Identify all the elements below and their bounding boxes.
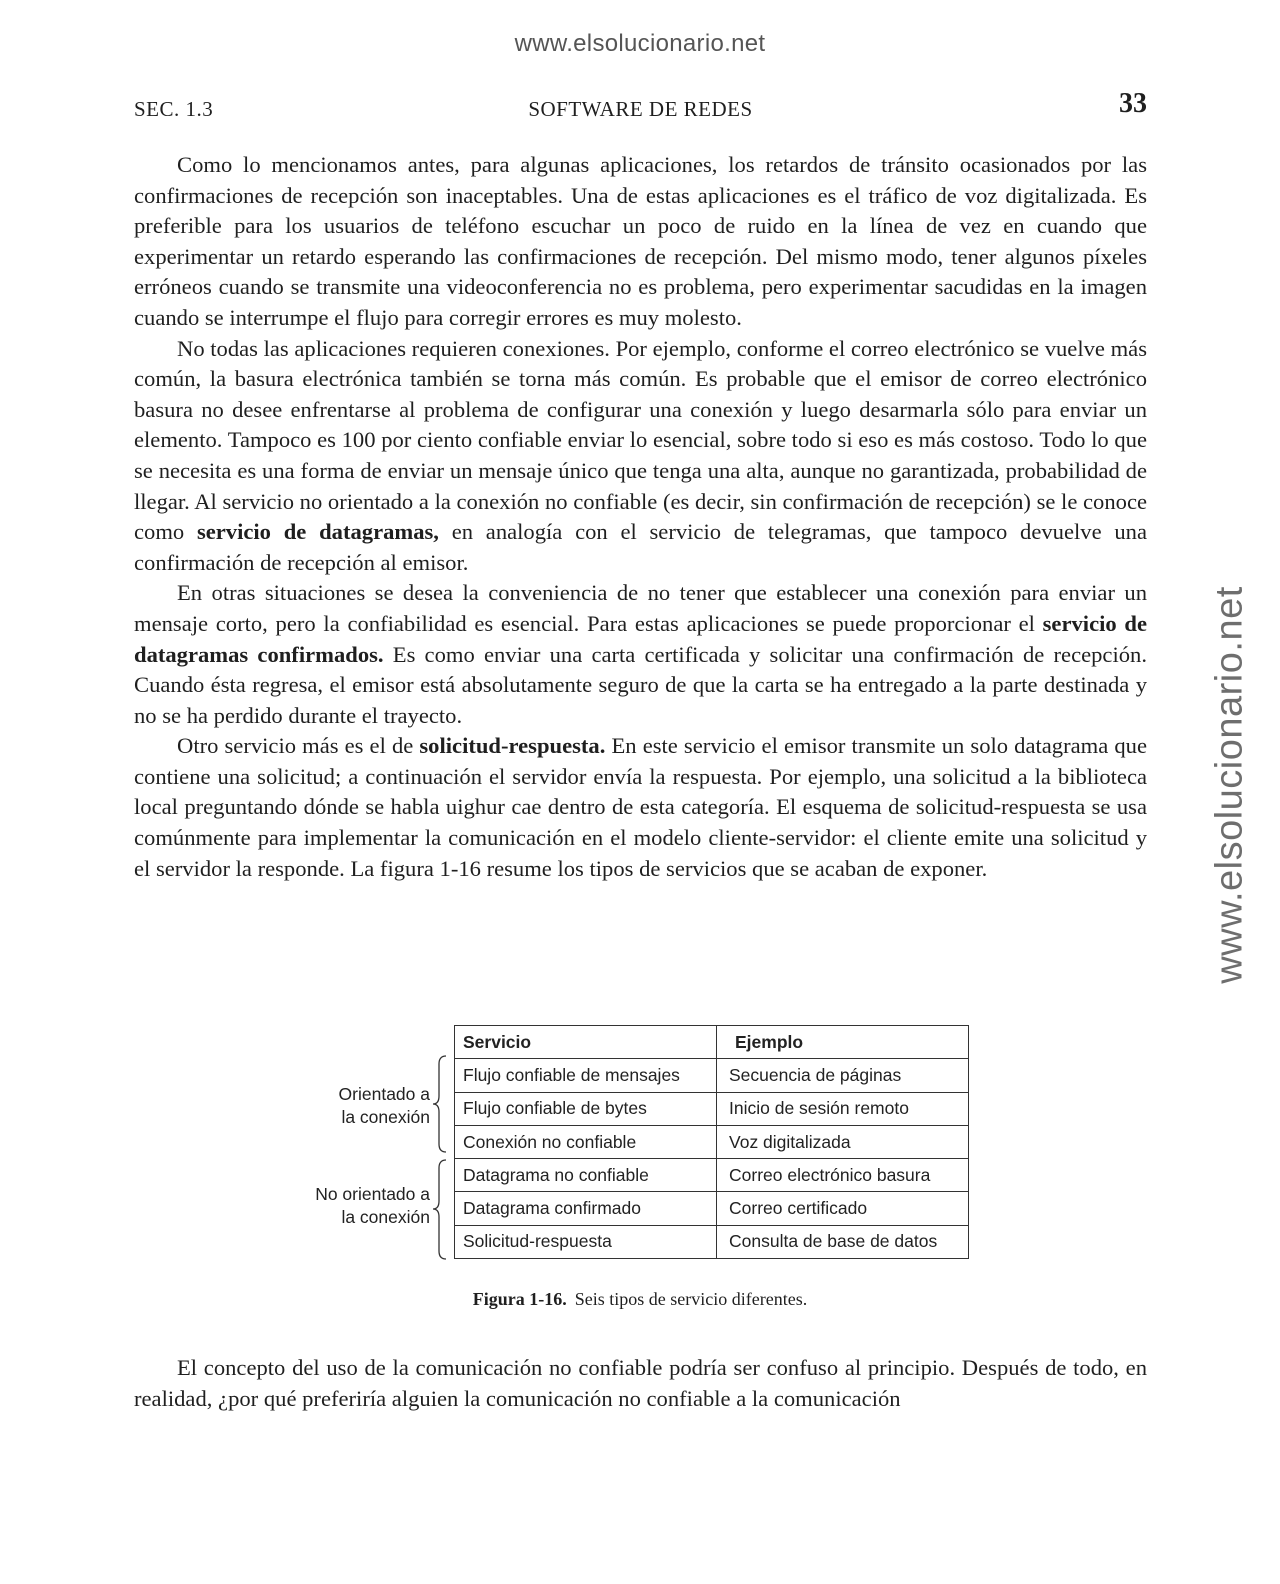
group-label-connectionless-line2: la conexión	[341, 1207, 430, 1227]
figure-1-16	[295, 1025, 975, 1265]
figure-caption-text: Seis tipos de servicio diferentes.	[574, 1289, 808, 1309]
paragraph-3-text-b: Es como enviar una carta certificada y solicitar una confirmación de recepción. Cuando ésta regresa, el emisor está absolutamente seguro de que la carta se ha entregado a la parte destinada y no se ha perdido durante el trayecto.	[134, 641, 1147, 728]
table-row	[455, 1159, 969, 1192]
column-header-example: Ejemplo	[717, 1026, 969, 1059]
service-cell: Flujo confiable de mensajes	[455, 1059, 717, 1092]
term-acknowledged-datagram-service: servicio de datagramas confirmados.	[134, 610, 1147, 667]
brace-connectionless	[432, 1159, 448, 1260]
service-cell: Datagrama confirmado	[455, 1192, 717, 1225]
paragraph-2-text-b: en analogía con el servicio de telegramas, que tampoco devuelve una confirmación de recepción al emisor.	[134, 519, 1147, 575]
service-cell: Conexión no confiable	[455, 1125, 717, 1158]
service-types-table	[454, 1025, 969, 1259]
example-cell: Voz digitalizada	[717, 1125, 969, 1158]
term-request-reply: solicitud-respuesta.	[419, 733, 606, 759]
running-head	[134, 88, 1147, 128]
example-cell: Correo certificado	[717, 1192, 969, 1225]
paragraph-3-text-a: En otras situaciones se desea la conveniencia de no tener que establecer una conexión para enviar un mensaje corto, pero la confiabilidad es esencial. Para estas aplicaciones se puede proporcionar el	[134, 580, 1147, 636]
paragraph-1: Como lo mencionamos antes, para algunas aplicaciones, los retardos de tránsito ocasionados por las confirmaciones de recepción son inaceptables. Una de estas aplicaciones es el tráfico de voz digitalizada. Es preferible para los usuarios de teléfono escuchar un poco de ruido en la línea de vez en cuando que experimentar un retardo esperando las confirmaciones de recepción. Del mismo modo, tener algunos píxeles erróneos cuando se transmite una videoconferencia no es problema, pero experimentar sacudidas en la imagen cuando se interrumpe el flujo para corregir errores es muy molesto.	[134, 152, 1147, 330]
service-cell: Solicitud-respuesta	[455, 1225, 717, 1258]
example-cell: Secuencia de páginas	[717, 1059, 969, 1092]
table-row	[455, 1092, 969, 1125]
paragraph-3	[134, 578, 1147, 731]
table-row	[455, 1059, 969, 1092]
page-number: 33	[1119, 88, 1147, 119]
term-datagram-service: servicio de datagramas,	[196, 519, 439, 545]
column-header-service: Servicio	[455, 1026, 717, 1059]
watermark-top: www.elsolucionario.net	[514, 30, 766, 57]
section-number: SEC. 1.3	[134, 97, 214, 121]
body-text	[134, 150, 1147, 884]
group-label-connectionless	[315, 1183, 430, 1229]
paragraph-2-text-a: No todas las aplicaciones requieren conexiones. Por ejemplo, conforme el correo electrónico se vuelve más común, la basura electrónica también se torna más común. Es probable que el emisor de correo electrónico basura no desee enfrentarse al problema de configurar una conexión y luego desarmarla sólo para enviar un elemento. Tampoco es 100 por ciento confiable enviar lo esencial, sobre todo si eso es más costoso. Todo lo que se necesita es una forma de enviar un mensaje único que tenga una alta, aunque no garantizada, probabilidad de llegar. Al servicio no orientado a la conexión no confiable (es decir, sin confirmación de recepción) se le conoce como	[134, 335, 1147, 545]
chapter-section-title: SOFTWARE DE REDES	[528, 97, 753, 121]
body-text-continued	[134, 1353, 1147, 1414]
group-label-connectionless-line1: No orientado a	[315, 1184, 430, 1204]
paragraph-5: El concepto del uso de la comunicación no confiable podría ser confuso al principio. Después de todo, en realidad, ¿por qué preferiría alguien la comunicación no confiable a la comunicación	[134, 1355, 1147, 1411]
paragraph-4-text-b: En este servicio el emisor transmite un solo datagrama que contiene una solicitud; a continuación el servidor envía la respuesta. Por ejemplo, una solicitud a la biblioteca local preguntando dónde se habla uighur cae dentro de esta categoría. El esquema de solicitud-respuesta se usa comúnmente para implementar la comunicación en el modelo cliente-servidor: el cliente emite una solicitud y el servidor la responde. La figura 1-16 resume los tipos de servicios que se acaban de exponer.	[134, 733, 1147, 881]
group-label-connection-oriented	[339, 1083, 430, 1129]
table-row	[455, 1192, 969, 1225]
figure-caption	[0, 1289, 1280, 1310]
paragraph-2	[134, 334, 1147, 579]
service-cell: Datagrama no confiable	[455, 1159, 717, 1192]
table-row	[455, 1225, 969, 1258]
watermark-side: www.elsolucionario.net	[1208, 586, 1251, 984]
example-cell: Inicio de sesión remoto	[717, 1092, 969, 1125]
group-label-connection-oriented-line2: la conexión	[341, 1107, 430, 1127]
example-cell: Correo electrónico basura	[717, 1159, 969, 1192]
service-cell: Flujo confiable de bytes	[455, 1092, 717, 1125]
table-header-row	[455, 1026, 969, 1059]
table-row	[455, 1125, 969, 1158]
brace-connection-oriented	[432, 1055, 448, 1153]
group-label-connection-oriented-line1: Orientado a	[338, 1084, 430, 1104]
example-cell: Consulta de base de datos	[717, 1225, 969, 1258]
figure-caption-label: Figura 1-16.	[472, 1289, 567, 1309]
paragraph-4-text-a: Otro servicio más es el de	[177, 733, 420, 759]
paragraph-4	[134, 731, 1147, 884]
